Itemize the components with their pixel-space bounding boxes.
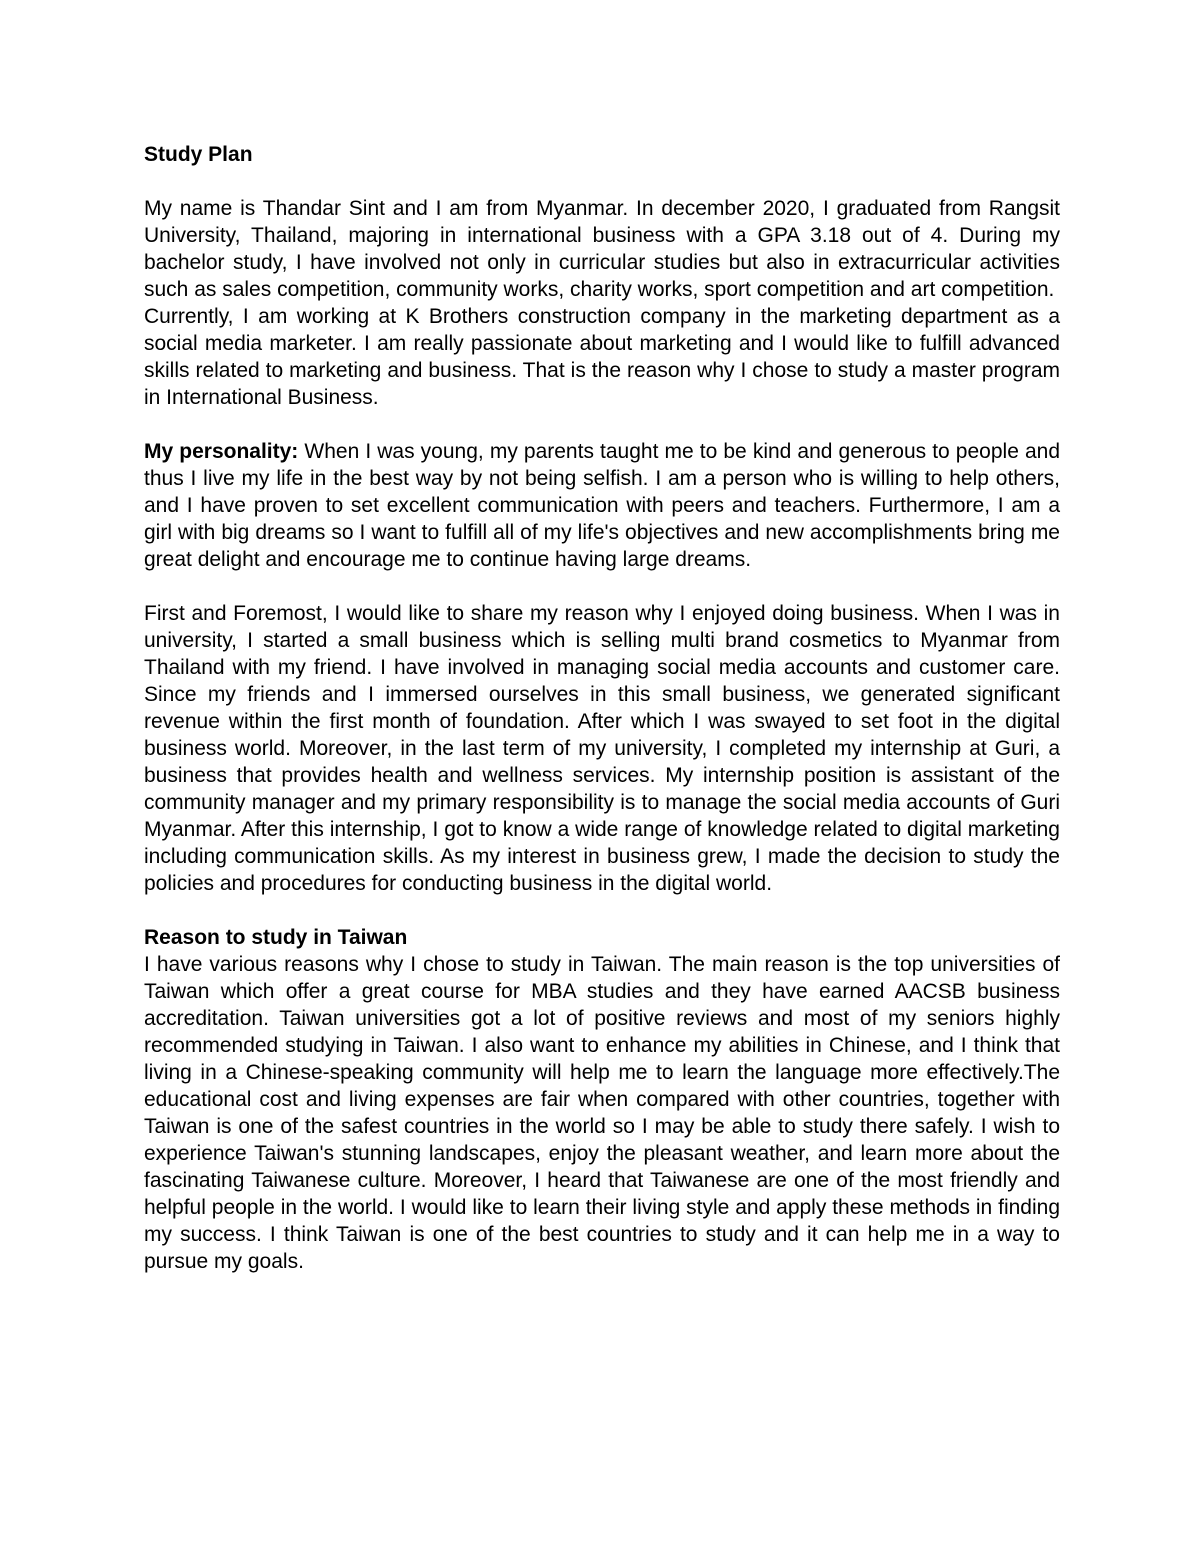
taiwan-paragraph: I have various reasons why I chose to study in Taiwan. The main reason is the top universities of Taiwan which offer a great course for MBA studies and they have earned AACSB business accreditation. Taiwan universities got a lot of positive reviews and most of my seniors highly recommended studying in Taiwan. I also want to enhance my abilities in Chinese, and I think that living in a Chinese-speaking community will help me to learn the language more effectively.The educational cost and living expenses are fair when compared with other countries, together with Taiwan is one of the safest countries in the world so I may be able to study there safely. I wish to experience Taiwan's stunning landscapes, enjoy the pleasant weather, and learn more about the fascinating Taiwanese culture. Moreover, I heard that Taiwanese are one of the most friendly and helpful people in the world. I would like to learn their living style and apply these methods in finding my success. I think Taiwan is one of the best countries to study and it can help me in a way to pursue my goals. [144,953,1060,1273]
business-paragraph: First and Foremost, I would like to share my reason why I enjoyed doing business. When I was in university, I started a small business which is selling multi brand cosmetics to Myanmar from Thailand with my friend. I have involved in managing social media accounts and customer care. Since my friends and I immersed ourselves in this small business, we generated significant revenue within the first month of foundation. After which I was swayed to set foot in the digital business world. Moreover, in the last term of my university, I completed my internship at Guri, a business that provides health and wellness services. My internship position is assistant of the community manager and my primary responsibility is to manage the social media accounts of Guri Myanmar. After this internship, I got to know a wide range of knowledge related to digital marketing including communication skills. As my interest in business grew, I made the decision to study the policies and procedures for conducting business in the digital world. [144,602,1060,895]
personality-paragraph [144,438,1060,573]
taiwan-heading: Reason to study in Taiwan [144,926,408,949]
document-title: Study Plan [144,143,253,166]
paragraph-spacer [144,573,1060,600]
personality-label: My personality: [144,440,299,463]
paragraph-spacer [144,411,1060,438]
intro-paragraph: My name is Thandar Sint and I am from Myanmar. In december 2020, I graduated from Rangsit University, Thailand, majoring in international business with a GPA 3.18 out of 4. During my bachelor study, I have involved not only in curricular studies but also in extracurricular activities such as sales competition, community works, charity works, sport competition and art competition. [144,197,1060,301]
paragraph-spacer [144,897,1060,924]
current-work-paragraph: Currently, I am working at K Brothers construction company in the marketing department as a social media marketer. I am really passionate about marketing and I would like to fulfill advanced skills related to marketing and business. That is the reason why I chose to study a master program in International Business. [144,305,1060,409]
personality-text: When I was young, my parents taught me to be kind and generous to people and thus I live my life in the best way by not being selfish. I am a person who is willing to help others, and I have proven to set excellent communication with peers and teachers. Furthermore, I am a girl with big dreams so I want to fulfill all of my life's objectives and new accomplishments bring me great delight and encourage me to continue having large dreams. [144,440,1060,571]
document-page [144,141,1060,1275]
